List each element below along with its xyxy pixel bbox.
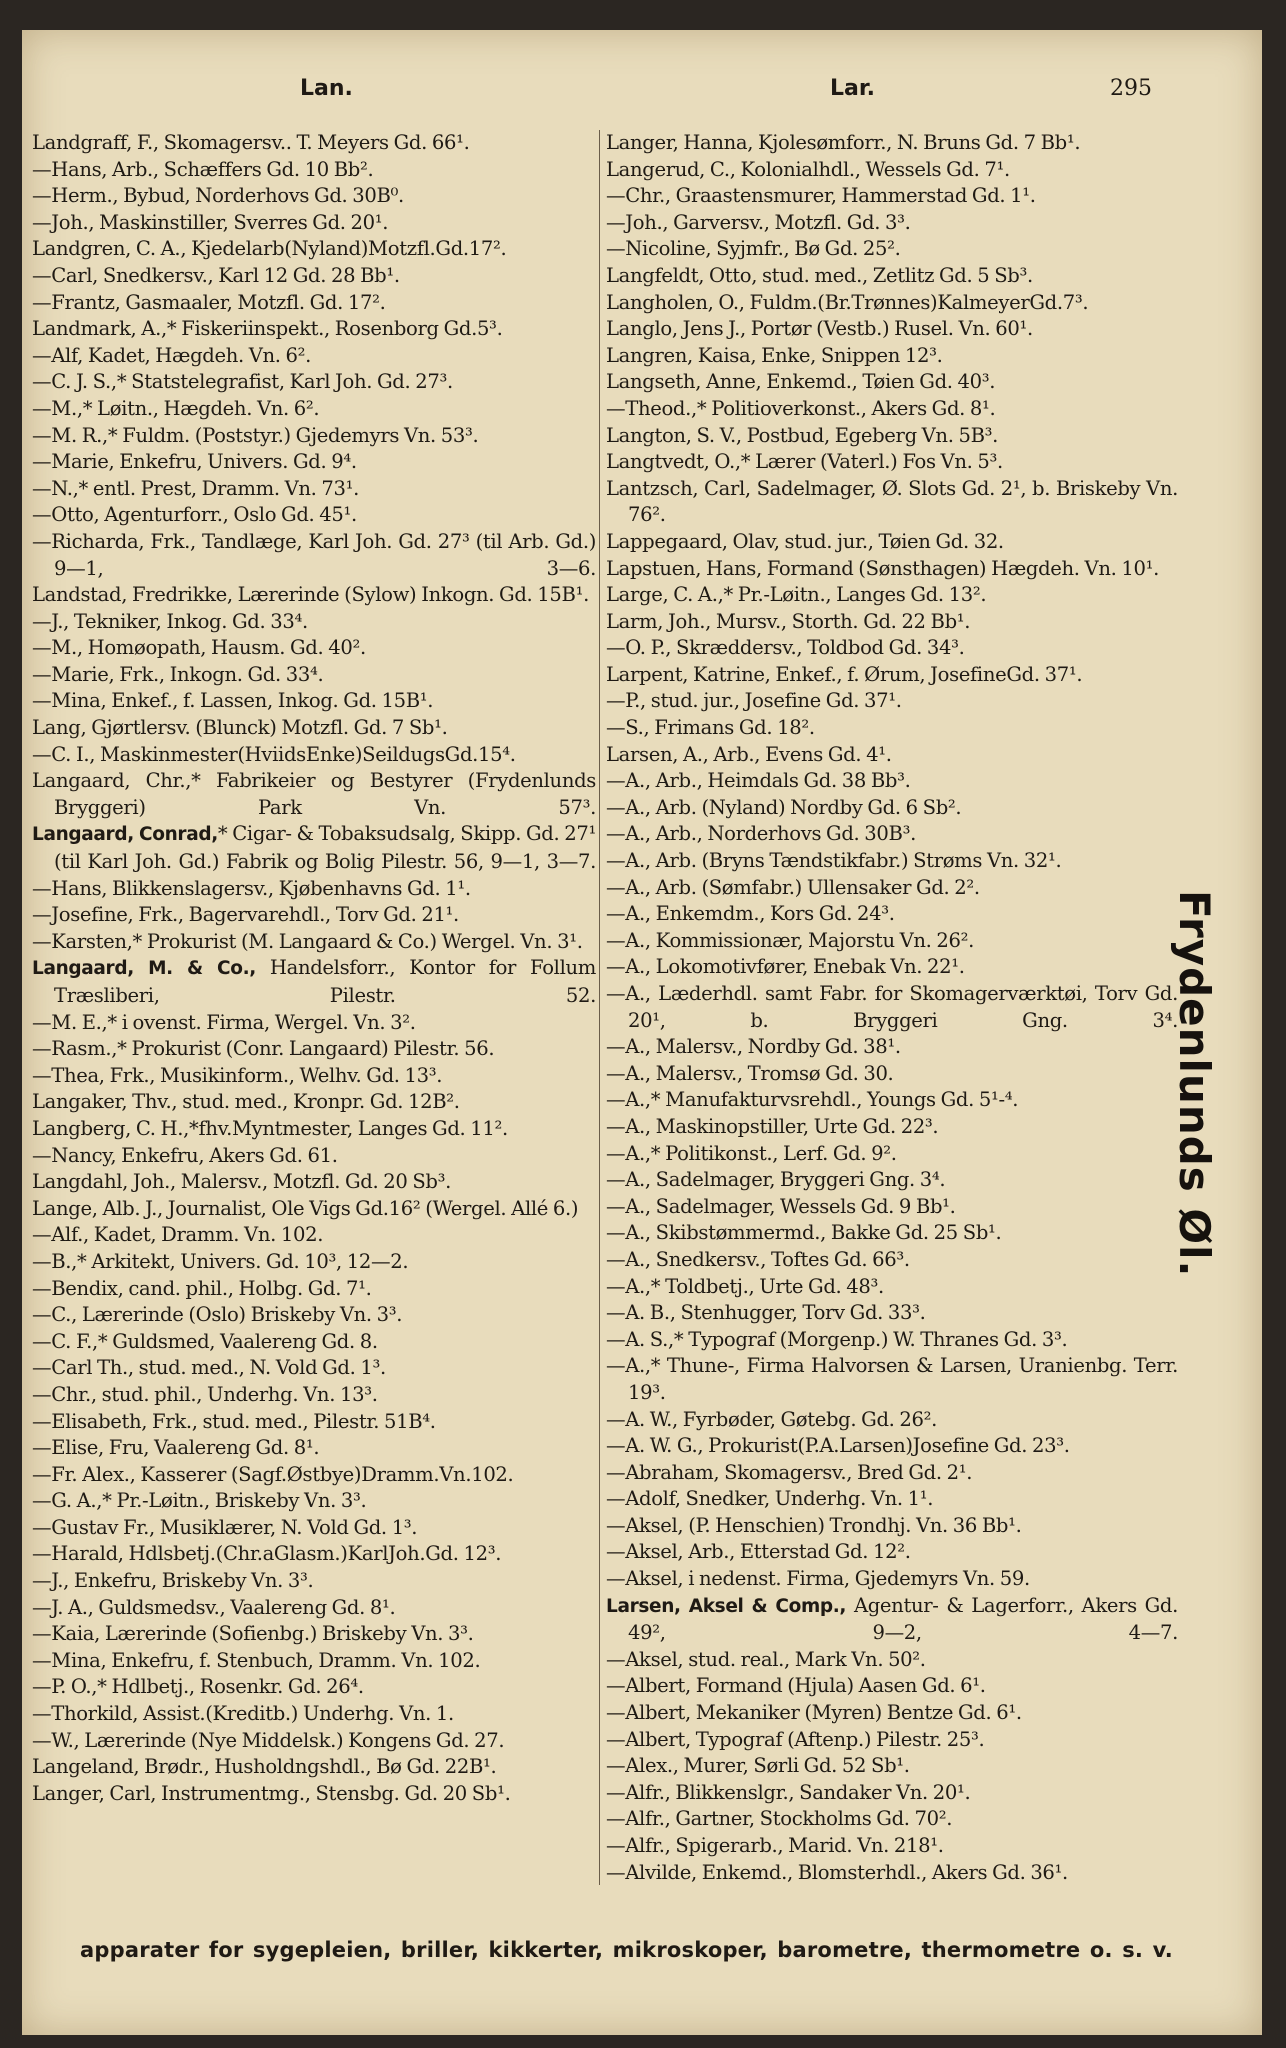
directory-entry: —Harald, Hdlsbetj.(Chr.aGlasm.)KarlJoh.Gd. 12³. <box>32 1542 502 1566</box>
directory-entry: —A. W., Fyrbøder, Gøtebg. Gd. 26². <box>606 1407 938 1431</box>
directory-entry: —A., Arb., Heimdals Gd. 38 Bb³. <box>606 769 911 793</box>
directory-entry: —Nancy, Enkefru, Akers Gd. 61. <box>32 1143 338 1167</box>
directory-entry: —C. F.,* Guldsmed, Vaalereng Gd. 8. <box>32 1329 378 1353</box>
directory-entry: —A. S.,* Typograf (Morgenp.) W. Thranes Gd. 3³. <box>606 1327 1068 1351</box>
directory-entry: —Alf, Kadet, Hægdeh. Vn. 6². <box>32 343 312 367</box>
directory-entry: —Abraham, Skomagersv., Bred Gd. 2¹. <box>606 1460 973 1484</box>
directory-entry: Landgraff, F., Skomagersv.. T. Meyers Gd. 66¹. <box>32 131 470 154</box>
directory-entry: Langlo, Jens J., Portør (Vestb.) Rusel. Vn. 60¹. <box>606 317 1033 341</box>
directory-entry: —Elise, Fru, Vaalereng Gd. 8¹. <box>32 1436 320 1460</box>
directory-entry: —Frantz, Gasmaaler, Motzfl. Gd. 17². <box>32 290 386 314</box>
directory-entry: —A. W. G., Prokurist(P.A.Larsen)Josefine Gd. 23³. <box>606 1434 1070 1458</box>
directory-entry: Large, C. A.,* Pr.-Løitn., Langes Gd. 13². <box>606 583 987 607</box>
directory-page <box>22 30 1262 2035</box>
directory-entry: —Karsten,* Prokurist (M. Langaard & Co.) Wergel. Vn. 3¹. <box>32 929 583 953</box>
directory-entry: —Alfr., Blikkenslgr., Sandaker Vn. 20¹. <box>606 1780 971 1804</box>
directory-entry: —Marie, Frk., Inkogn. Gd. 33⁴. <box>32 662 324 686</box>
directory-entry: —Elisabeth, Frk., stud. med., Pilestr. 51B⁴. <box>32 1409 436 1433</box>
directory-entry <box>606 1593 1178 1647</box>
directory-entry: —Alfr., Gartner, Stockholms Gd. 70². <box>606 1807 953 1831</box>
entry-bold-name: Langaard, M. & Co., <box>32 958 256 980</box>
directory-entry: —B.,* Arkitekt, Univers. Gd. 10³, 12—2. <box>32 1249 409 1273</box>
directory-entry: Landstad, Fredrikke, Lærerinde (Sylow) Inkogn. Gd. 15B¹. <box>32 583 589 607</box>
directory-entry: —C. J. S.,* Statstelegrafist, Karl Joh. Gd. 27³. <box>32 370 453 394</box>
directory-entry: Langer, Carl, Instrumentmg., Stensbg. Gd. 20 Sb¹. <box>32 1781 511 1805</box>
directory-entry: Langdahl, Joh., Malersv., Motzfl. Gd. 20 Sb³. <box>32 1170 451 1194</box>
header-right-word: Lar. <box>830 76 875 101</box>
directory-entry: —Kaia, Lærerinde (Sofienbg.) Briskeby Vn. 3³. <box>32 1622 474 1646</box>
directory-entry: —J., Tekniker, Inkog. Gd. 33⁴. <box>32 609 308 633</box>
directory-entry: —Chr., Graastensmurer, Hammerstad Gd. 1¹. <box>606 184 1036 208</box>
directory-entry: —O. P., Skræddersv., Toldbod Gd. 34³. <box>606 636 965 660</box>
directory-entry: —Albert, Mekaniker (Myren) Bentze Gd. 6¹. <box>606 1701 1022 1725</box>
directory-entry: Langholen, O., Fuldm.(Br.Trønnes)KalmeyerGd.7³. <box>606 290 1089 314</box>
side-advertisement: Frydenlunds Øl. <box>1170 890 1219 1278</box>
directory-entry: —Alf., Kadet, Dramm. Vn. 102. <box>32 1223 324 1247</box>
directory-entry: —Gustav Fr., Musiklærer, N. Vold Gd. 1³. <box>32 1515 418 1539</box>
directory-entry: —Aksel, i nedenst. Firma, Gjedemyrs Vn. 59. <box>606 1567 1030 1591</box>
directory-entry: —C. I., Maskinmester(HviidsEnke)SeildugsGd.15⁴. <box>32 742 516 766</box>
entry-bold-name: Langaard, Conrad, <box>32 824 218 846</box>
directory-entry: —W., Lærerinde (Nye Middelsk.) Kongens Gd. 27. <box>32 1728 505 1752</box>
running-head <box>22 76 1262 116</box>
directory-entry: —A., Malersv., Nordby Gd. 38¹. <box>606 1035 901 1059</box>
directory-entry: —Hans, Arb., Schæffers Gd. 10 Bb². <box>32 157 374 181</box>
directory-entry: —Rasm.,* Prokurist (Conr. Langaard) Pilestr. 56. <box>32 1037 495 1061</box>
directory-entry: —A.,* Toldbetj., Urte Gd. 48³. <box>606 1274 884 1298</box>
directory-entry: —Carl Th., stud. med., N. Vold Gd. 1³. <box>32 1356 386 1380</box>
directory-entry: —M. R.,* Fuldm. (Poststyr.) Gjedemyrs Vn. 53³. <box>32 423 479 447</box>
directory-entry: —Albert, Formand (Hjula) Aasen Gd. 6¹. <box>606 1674 986 1698</box>
directory-entry: Langer, Hanna, Kjolesømforr., N. Bruns Gd. 7 Bb¹. <box>606 131 1081 154</box>
directory-entry <box>32 955 596 1009</box>
directory-entry: —Aksel, stud. real., Mark Vn. 50². <box>606 1647 926 1671</box>
directory-entry: —Mina, Enkef., f. Lassen, Inkog. Gd. 15B¹. <box>32 689 434 713</box>
directory-entry: —A.,* Politikonst., Lerf. Gd. 9². <box>606 1141 897 1165</box>
directory-entry: —A.,* Thune-, Firma Halvorsen & Larsen, Uranienbg. Terr. 19³. <box>606 1354 1178 1404</box>
directory-entry: —Chr., stud. phil., Underhg. Vn. 13³. <box>32 1382 378 1406</box>
directory-entry: Landmark, A.,* Fiskeriinspekt., Rosenborg Gd.5³. <box>32 317 503 341</box>
directory-entry: —C., Lærerinde (Oslo) Briskeby Vn. 3³. <box>32 1303 403 1327</box>
directory-entry: —Aksel, Arb., Etterstad Gd. 12². <box>606 1540 911 1564</box>
page-number: 295 <box>1110 76 1152 101</box>
directory-entry: —Thea, Frk., Musikinform., Welhv. Gd. 13³. <box>32 1063 443 1087</box>
right-column <box>606 130 1178 1930</box>
directory-entry: —Carl, Snedkersv., Karl 12 Gd. 28 Bb¹. <box>32 263 400 287</box>
directory-entry: Langtvedt, O.,* Lærer (Vaterl.) Fos Vn. 5³. <box>606 450 1003 474</box>
directory-entry: —A., Sadelmager, Bryggeri Gng. 3⁴. <box>606 1168 946 1192</box>
directory-entry: Larsen, A., Arb., Evens Gd. 4¹. <box>606 742 892 766</box>
directory-entry: —A., Skibstømmermd., Bakke Gd. 25 Sb¹. <box>606 1221 1002 1245</box>
directory-entry: —Joh., Maskinstiller, Sverres Gd. 20¹. <box>32 210 389 234</box>
directory-entry: —Mina, Enkefru, f. Stenbuch, Dramm. Vn. 102. <box>32 1648 481 1672</box>
directory-entry: —Albert, Typograf (Aftenp.) Pilestr. 25³. <box>606 1727 985 1751</box>
directory-entry: —M. E.,* i ovenst. Firma, Wergel. Vn. 3². <box>32 1010 416 1034</box>
directory-entry: —Fr. Alex., Kasserer (Sagf.Østbye)Dramm.Vn.102. <box>32 1462 514 1486</box>
entry-text: Agentur- & Lagerforr., Akers Gd. 49², 9—2, 4—7. <box>628 1593 1178 1645</box>
directory-entry: Langberg, C. H.,*fhv.Myntmester, Langes Gd. 11². <box>32 1116 508 1140</box>
directory-entry: —P. O.,* Hdlbetj., Rosenkr. Gd. 26⁴. <box>32 1675 364 1699</box>
directory-entry: —M., Homøopath, Hausm. Gd. 40². <box>32 636 366 660</box>
directory-entry: Langren, Kaisa, Enke, Snippen 12³. <box>606 343 943 367</box>
directory-entry: Larpent, Katrine, Enkef., f. Ørum, JosefineGd. 37¹. <box>606 662 1083 686</box>
directory-entry: —A., Arb. (Nyland) Nordby Gd. 6 Sb². <box>606 795 962 819</box>
directory-entry: —Alvilde, Enkemd., Blomsterhdl., Akers Gd. 36¹. <box>606 1860 1068 1884</box>
directory-entry: —A., Sadelmager, Wessels Gd. 9 Bb¹. <box>606 1194 956 1218</box>
directory-entry: —J., Enkefru, Briskeby Vn. 3³. <box>32 1569 314 1593</box>
directory-entry: —A., Arb., Norderhovs Gd. 30B³. <box>606 822 916 846</box>
directory-entry: Langeland, Brødr., Husholdngshdl., Bø Gd. 22B¹. <box>32 1755 497 1779</box>
header-left-word: Lan. <box>300 76 353 101</box>
directory-entry: —A., Enkemdm., Kors Gd. 24³. <box>606 902 895 926</box>
column-divider <box>599 130 600 1885</box>
directory-entry: —A., Kommissionær, Majorstu Vn. 26². <box>606 928 975 952</box>
directory-entry: Langerud, C., Kolonialhdl., Wessels Gd. 7¹. <box>606 157 1010 181</box>
directory-entry: —A., Malersv., Tromsø Gd. 30. <box>606 1061 894 1085</box>
directory-entry: —Nicoline, Syjmfr., Bø Gd. 25². <box>606 237 901 261</box>
directory-entry: Lang, Gjørtlersv. (Blunck) Motzfl. Gd. 7 Sb¹. <box>32 716 448 740</box>
directory-entry: —Hans, Blikkenslagersv., Kjøbenhavns Gd. 1¹. <box>32 876 471 900</box>
directory-entry: —Joh., Garversv., Motzfl. Gd. 3³. <box>606 210 911 234</box>
directory-entry: —Richarda, Frk., Tandlæge, Karl Joh. Gd. 27³ (til Arb. Gd.) 9—1, 3—6. <box>32 529 596 580</box>
directory-entry: —A., Lokomotivfører, Enebak Vn. 22¹. <box>606 955 965 979</box>
directory-entry: —A., Arb. (Sømfabr.) Ullensaker Gd. 2². <box>606 875 980 899</box>
directory-entry: —S., Frimans Gd. 18². <box>606 716 815 740</box>
directory-entry: Lantzsch, Carl, Sadelmager, Ø. Slots Gd. 2¹, b. Briskeby Vn. 76². <box>606 476 1178 527</box>
directory-entry: —A. B., Stenhugger, Torv Gd. 33³. <box>606 1301 926 1325</box>
directory-entry: —Otto, Agenturforr., Oslo Gd. 45¹. <box>32 503 357 527</box>
directory-entry: Langseth, Anne, Enkemd., Tøien Gd. 40³. <box>606 370 996 394</box>
directory-entry: —Aksel, (P. Henschien) Trondhj. Vn. 36 Bb¹. <box>606 1513 1022 1537</box>
directory-entry <box>32 821 596 875</box>
directory-entry: Langaard, Chr.,* Fabrikeier og Bestyrer (Frydenlunds Bryggeri) Park Vn. 57³. <box>32 769 596 819</box>
entry-text: Handelsforr., Kontor for Follum Træsliberi, Pilestr. 52. <box>54 956 596 1007</box>
directory-entry: —P., stud. jur., Josefine Gd. 37¹. <box>606 689 902 713</box>
entry-text: * Cigar- & Tobaksudsalg, Skipp. Gd. 27¹ (til Karl Joh. Gd.) Fabrik og Bolig Pilestr. 56, 9—1, 3—7. <box>54 822 596 874</box>
directory-entry: Lapstuen, Hans, Formand (Sønsthagen) Hægdeh. Vn. 10¹. <box>606 556 1159 580</box>
directory-entry: —Thorkild, Assist.(Kreditb.) Underhg. Vn. 1. <box>32 1702 454 1726</box>
directory-entry: —A., Maskinopstiller, Urte Gd. 22³. <box>606 1114 939 1138</box>
directory-entry: —Marie, Enkefru, Univers. Gd. 9⁴. <box>32 450 357 474</box>
directory-entry: Langaker, Thv., stud. med., Kronpr. Gd. 12B². <box>32 1090 460 1114</box>
directory-entry: —A., Læderhdl. samt Fabr. for Skomagerværktøi, Torv Gd. 20¹, b. Bryggeri Gng. 3⁴. <box>606 982 1178 1032</box>
directory-entry: Langton, S. V., Postbud, Egeberg Vn. 5B³. <box>606 423 999 447</box>
directory-entry: Landgren, C. A., Kjedelarb(Nyland)Motzfl.Gd.17². <box>32 237 507 261</box>
directory-entry: —N.,* entl. Prest, Dramm. Vn. 73¹. <box>32 476 360 500</box>
directory-entry: —A., Snedkersv., Toftes Gd. 66³. <box>606 1247 910 1271</box>
directory-entry: —G. A.,* Pr.-Løitn., Briskeby Vn. 3³. <box>32 1489 367 1513</box>
bottom-advertisement: apparater for sygepleien, briller, kikkerter, mikroskoper, barometre, thermometre o. s. v. <box>80 1938 1173 1962</box>
directory-entry: —A., Arb. (Bryns Tændstikfabr.) Strøms Vn. 32¹. <box>606 849 1062 873</box>
left-column <box>32 130 596 1930</box>
directory-entry: Lange, Alb. J., Journalist, Ole Vigs Gd.16² (Wergel. Allé 6.) <box>32 1196 579 1220</box>
directory-entry: —Adolf, Snedker, Underhg. Vn. 1¹. <box>606 1487 934 1511</box>
directory-entry: Larm, Joh., Mursv., Storth. Gd. 22 Bb¹. <box>606 609 971 633</box>
directory-entry: —Alex., Murer, Sørli Gd. 52 Sb¹. <box>606 1754 910 1778</box>
directory-entry: —A.,* Manufakturvsrehdl., Youngs Gd. 5¹-⁴. <box>606 1088 1019 1112</box>
directory-entry: —J. A., Guldsmedsv., Vaalereng Gd. 8¹. <box>32 1595 396 1619</box>
directory-entry: Langfeldt, Otto, stud. med., Zetlitz Gd. 5 Sb³. <box>606 263 1033 287</box>
directory-entry: —Herm., Bybud, Norderhovs Gd. 30B⁰. <box>32 184 404 208</box>
directory-entry: —Alfr., Spigerarb., Marid. Vn. 218¹. <box>606 1834 944 1857</box>
directory-entry: —Josefine, Frk., Bagervarehdl., Torv Gd. 21¹. <box>32 903 459 927</box>
directory-entry: —Theod.,* Politioverkonst., Akers Gd. 8¹. <box>606 396 996 420</box>
entry-bold-name: Larsen, Aksel & Comp., <box>606 1595 847 1617</box>
directory-entry: —M.,* Løitn., Hægdeh. Vn. 6². <box>32 396 320 420</box>
directory-entry: —Bendix, cand. phil., Holbg. Gd. 7¹. <box>32 1276 372 1300</box>
directory-entry: Lappegaard, Olav, stud. jur., Tøien Gd. 32. <box>606 529 1004 553</box>
